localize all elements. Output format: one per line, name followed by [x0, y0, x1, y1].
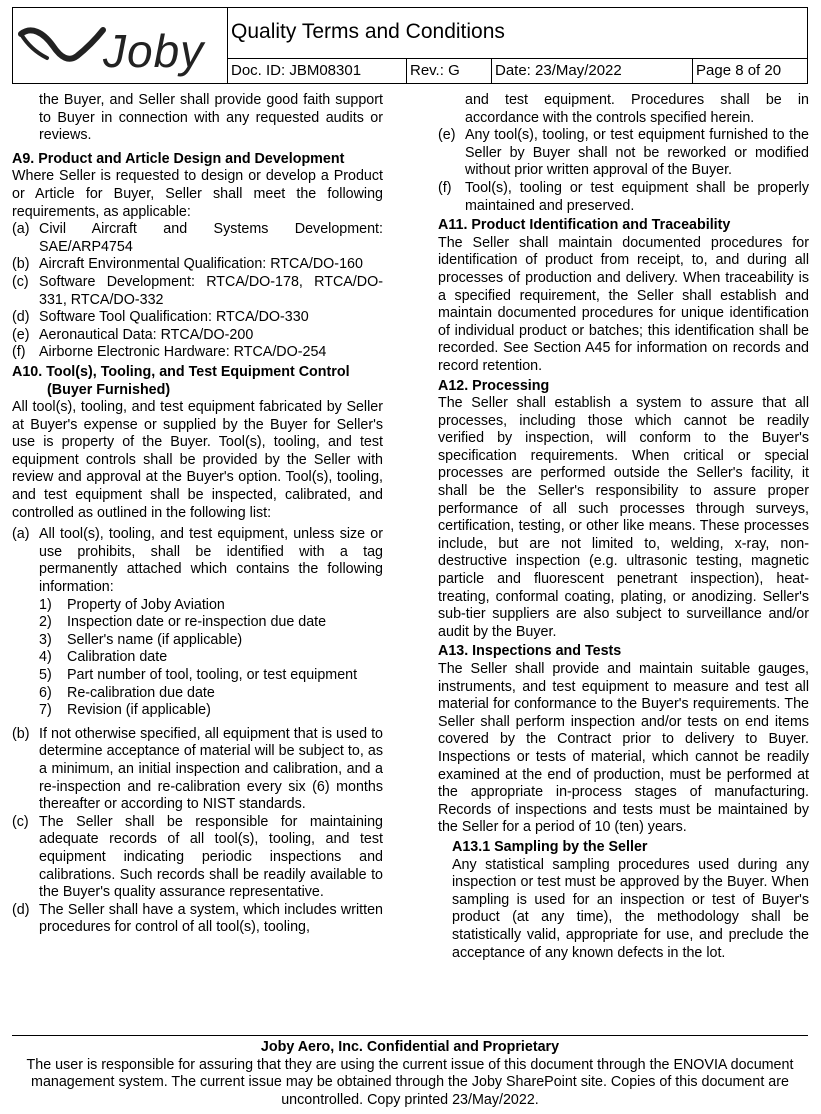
document-title: Quality Terms and Conditions	[228, 8, 808, 59]
list-item: (c) Software Development: RTCA/DO-178, RTCA/DO-331, RTCA/DO-332	[12, 273, 383, 308]
section-a12-body: The Seller shall establish a system to assure that all processes, including those which cannot be readily verified by inspection, will conform to the Buyer's specification requirements. When critical or special processes are performed outside the Seller's facility, it shall be the Seller's responsibility to assure proper performance of all such processes through surveys, certification, testing, or other like means. These processes include, but are not limited to, welding, x-ray, non-destructive inspection (e.g. ultrasonic testing, magnetic particle and fluorescent penetrant inspection), heat-treating, conformal coating, plating, or anodizing. Seller's sub-tier suppliers are also subject to surveillance and/or audit by the Buyer.	[438, 395, 809, 640]
right-column	[438, 92, 809, 962]
list-item: (a) All tool(s), tooling, and test equipment, unless size or use prohibits, shall be identified with a tag permanently attached which contains the following information:	[12, 526, 383, 596]
section-a10-heading-line2: (Buyer Furnished)	[47, 381, 171, 398]
section-a10-heading: A10. Tool(s), Tooling, and Test Equipment Control	[12, 363, 350, 380]
list-item: (b) Aircraft Environmental Qualification: RTCA/DO-160	[12, 256, 363, 273]
list-item: (e) Aeronautical Data: RTCA/DO-200	[12, 326, 254, 343]
sub-list-item: 5) Part number of tool, tooling, or test equipment	[39, 667, 358, 683]
left-column	[12, 92, 383, 937]
item-d-continuation: and test equipment. Procedures shall be in accordance with the controls specified herein.	[465, 92, 809, 126]
document-date: Date: 23/May/2022	[492, 59, 693, 83]
list-item: (d) The Seller shall have a system, which includes written procedures for control of all tool(s), tooling,	[12, 901, 383, 936]
document-header	[12, 7, 808, 84]
revision: Rev.: G	[407, 59, 492, 83]
joby-wing-logo-icon	[17, 22, 107, 72]
sub-list-item: 4) Calibration date	[39, 649, 168, 666]
document-footer	[12, 1039, 808, 1109]
list-item: (d) Software Tool Qualification: RTCA/DO-330	[12, 309, 309, 326]
list-item: (e) Any tool(s), tooling, or test equipment furnished to the Seller by Buyer shall not be reworked or modified without prior written approval of the Buyer.	[438, 127, 809, 179]
section-a11-heading: A11. Product Identification and Traceability	[438, 217, 731, 234]
sub-list-item: 6) Re-calibration due date	[39, 684, 215, 701]
section-a13-1-body: Any statistical sampling procedures used during any inspection or test must be approved by the Buyer. When sampling is used for an inspection or test of Buyer's product (at any time), the methodology shall be statistically valid, appropriate for use, and preclude the acceptance of any known defects in the lot.	[452, 856, 809, 961]
uncontrolled-copy-notice: The user is responsible for assuring that they are using the current issue of this document through the ENOVIA document management system. The current issue may be obtained through the Joby SharePoint site. Copies of this document are uncontrolled. Copy printed 23/May/2022.	[26, 1056, 794, 1108]
list-item: (b) If not otherwise specified, all equipment that is used to determine acceptance of material will be subject to, as a minimum, an initial inspection and calibration, and a re-inspection and re-calibration every six (6) months thereafter or according to NIST standards.	[12, 725, 383, 813]
section-a9-body: Where Seller is requested to design or develop a Product or Article for Buyer, Seller shall meet the following requirements, as applicable:	[12, 168, 383, 220]
section-a13-body: The Seller shall provide and maintain suitable gauges, instruments, and test equipment to measure and test all material for conformance to the Buyer's requirements. The Seller shall perform inspection and/or tests on end items covered by the Contract prior to delivery to Buyer. Inspections or tests of material, which cannot be readily examined at the end of production, must be performed at the appropriate in-process stages of manufacturing. Records of inspections and tests must be maintained by the Seller for a period of 10 (ten) years.	[438, 661, 809, 836]
section-a9-heading: A9. Product and Article Design and Development	[12, 150, 345, 167]
list-item: (c) The Seller shall be responsible for maintaining adequate records of all tool(s), tooling, and test equipment indicating periodic inspections and calibrations. Such records shall be readily available to the Buyer's quality assurance representative.	[12, 813, 383, 901]
list-item: (f) Airborne Electronic Hardware: RTCA/DO-254	[12, 344, 327, 361]
sub-list-item: 2) Inspection date or re-inspection due date	[39, 614, 327, 631]
list-item: (f) Tool(s), tooling or test equipment shall be properly maintained and preserved.	[438, 179, 809, 214]
joby-logo	[13, 8, 228, 83]
section-a11-body: The Seller shall maintain documented procedures for identification of product from receipt, to, and during all processes of production and delivery. When traceability is a specified requirement, the Seller shall establish and maintain documented procedures for unique identification of individual product or batches; this identification shall be recorded. See Section A45 for information on records and record retention.	[438, 234, 809, 374]
doc-id: Doc. ID: JBM08301	[228, 59, 407, 83]
footer-divider	[12, 1035, 808, 1036]
page-number: Page 8 of 20	[696, 62, 782, 79]
logo-wordmark: Joby	[103, 25, 205, 77]
section-a10-body: All tool(s), tooling, and test equipment fabricated by Seller at Buyer's expense or supplied by the Buyer for Seller's use is property of the Buyer. Tool(s), tooling, and test equipment controls shall be provided by the Seller with review and approval at the Buyer's option. Tool(s), tooling, and test equipment shall be inspected, calibrated, and controlled as outlined in the following list:	[12, 399, 383, 521]
list-item: (a) Civil Aircraft and Systems Development: SAE/ARP4754	[12, 221, 383, 255]
section-a12-heading: A12. Processing	[438, 377, 550, 394]
section-a13-1-heading: A13.1 Sampling by the Seller	[452, 838, 648, 855]
sub-list-item: 3) Seller's name (if applicable)	[39, 631, 243, 648]
sub-list-item: 1) Property of Joby Aviation	[39, 596, 225, 613]
intro-continuation: the Buyer, and Seller shall provide good faith support to Buyer in connection with any requested audits or reviews.	[39, 92, 383, 144]
section-a13-heading: A13. Inspections and Tests	[438, 643, 622, 660]
sub-list-item: 7) Revision (if applicable)	[39, 702, 211, 719]
confidentiality-notice: Joby Aero, Inc. Confidential and Proprietary	[260, 1039, 560, 1055]
